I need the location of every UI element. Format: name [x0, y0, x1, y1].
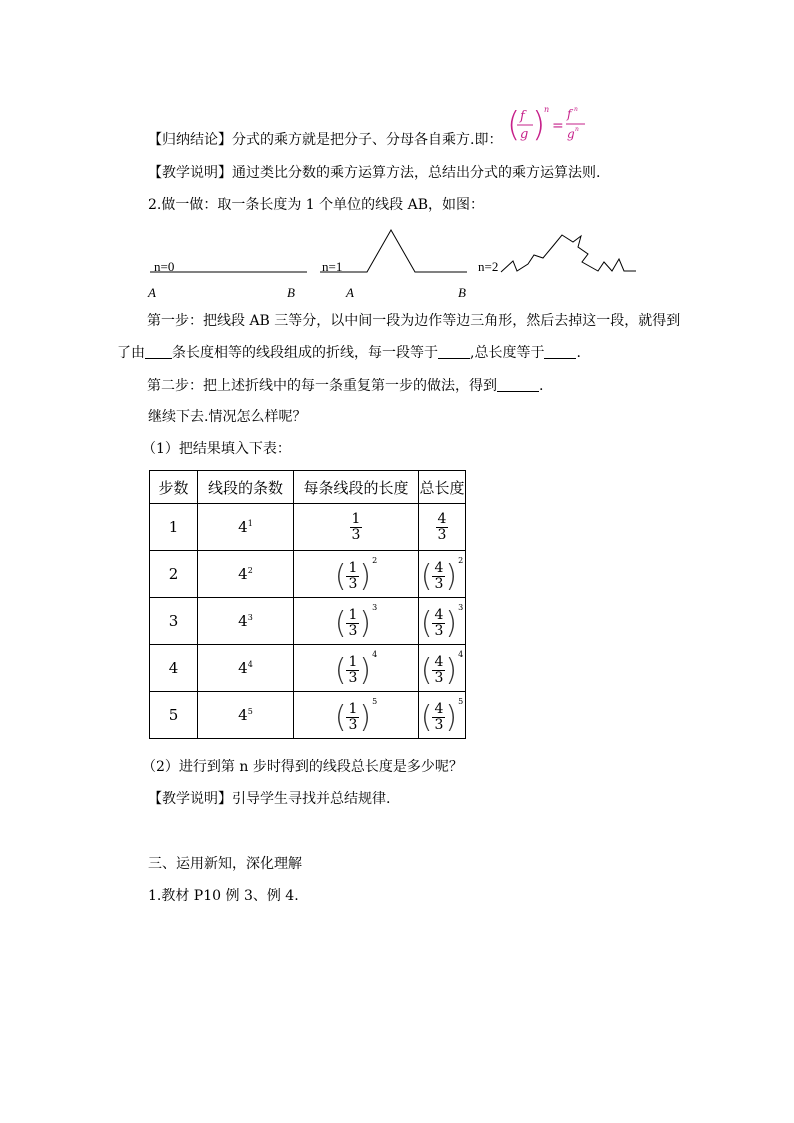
header-steps: 步数 [150, 471, 198, 504]
cell-step: 2 [150, 551, 198, 598]
point-b-0: B [287, 285, 295, 300]
formula-rhs-num-pow: n [574, 106, 578, 113]
formula-rhs-den-pow: n [575, 126, 579, 133]
step2-prefix: 第二步：把上述折线中的每一条重复第一步的做法，得到 [147, 378, 497, 394]
cell-step: 5 [150, 692, 198, 739]
label-n1: n=1 [322, 259, 343, 274]
cell-total: ( $\frac{4}{3}$ )$^3$ [419, 598, 466, 645]
cell-count: $4^4$ [198, 645, 294, 692]
formula-rhs-den: g [567, 127, 575, 141]
teaching-note-1: 【教学说明】通过类比分数的乘方运算方法，总结出分式的乘方运算法则. [148, 165, 601, 181]
step1-prefix: 了由 [117, 345, 145, 361]
step1-mid1: 条长度相等的线段组成的折线，每一段等于 [172, 345, 438, 361]
table-row [150, 692, 466, 739]
segment-n2 [501, 235, 636, 272]
cell-count: $4^1$ [198, 504, 294, 551]
cell-length: ( $\frac{1}{3}$ )$^3$ [294, 598, 419, 645]
cell-total: $\frac{4}{3}$ [419, 504, 466, 551]
point-a-0: A [148, 285, 156, 300]
question-2: （2）进行到第 n 步时得到的线段总长度是多少呢？ [142, 759, 463, 775]
step2-line [147, 377, 543, 395]
point-b-1: B [458, 285, 466, 300]
point-a-1: A [346, 285, 354, 300]
cell-length: ( $\frac{1}{3}$ )$^2$ [294, 551, 419, 598]
step1-line1: 第一步：把线段 AB 三等分，以中间一段为边作等边三角形，然后去掉这一段，就得到 [147, 313, 681, 329]
cell-length: ( $\frac{1}{3}$ )$^5$ [294, 692, 419, 739]
results-table [149, 470, 466, 739]
continue-text: 继续下去.情况怎么样呢？ [148, 409, 307, 425]
fraction-power-formula [505, 100, 595, 152]
koch-diagram [145, 225, 645, 305]
table-row [150, 645, 466, 692]
formula-lhs-den: g [520, 127, 529, 142]
formula-eq: = [552, 118, 564, 134]
table-header-row [150, 471, 466, 504]
table-row [150, 551, 466, 598]
cell-length: $\frac{1}{3}$ [294, 504, 419, 551]
formula-lhs-num: f [520, 109, 525, 124]
step1-end: . [576, 345, 581, 361]
step1-line2 [117, 344, 581, 362]
table-row [150, 504, 466, 551]
step1-mid2: ,总长度等于 [470, 345, 545, 361]
table-row [150, 598, 466, 645]
formula-rhs-num: f [567, 107, 572, 121]
blank-segment-count[interactable] [145, 344, 172, 359]
blank-step2-result[interactable] [497, 377, 539, 392]
cell-length: ( $\frac{1}{3}$ )$^4$ [294, 645, 419, 692]
cell-total: ( $\frac{4}{3}$ )$^5$ [419, 692, 466, 739]
cell-step: 1 [150, 504, 198, 551]
label-n0: n=0 [154, 259, 175, 274]
label-n2: n=2 [478, 259, 499, 274]
formula-power: n [544, 105, 550, 114]
cell-step: 3 [150, 598, 198, 645]
header-total-length: 总长度 [419, 471, 466, 504]
svg-text:): ) [532, 105, 546, 145]
cell-step: 4 [150, 645, 198, 692]
blank-total-length[interactable] [544, 344, 576, 359]
formula-graphic [505, 100, 595, 148]
header-segment-length: 每条线段的长度 [294, 471, 419, 504]
step2-end: . [539, 378, 544, 394]
question-1: （1）把结果填入下表： [142, 441, 291, 457]
activity-text: 2.做一做：取一条长度为 1 个单位的线段 AB，如图： [148, 197, 485, 213]
teaching-note-2: 【教学说明】引导学生寻找并总结规律. [148, 791, 391, 807]
header-segment-count: 线段的条数 [198, 471, 294, 504]
section-3-heading: 三、运用新知，深化理解 [148, 856, 302, 872]
cell-total: ( $\frac{4}{3}$ )$^2$ [419, 551, 466, 598]
blank-segment-length[interactable] [438, 344, 470, 359]
cell-count: $4^3$ [198, 598, 294, 645]
svg-text:(: ( [507, 105, 521, 145]
cell-count: $4^5$ [198, 692, 294, 739]
cell-total: ( $\frac{4}{3}$ )$^4$ [419, 645, 466, 692]
item-1: 1.教材 P10 例 3、例 4. [148, 888, 299, 904]
cell-count: $4^2$ [198, 551, 294, 598]
summary-text: 【归纳结论】分式的乘方就是把分子、分母各自乘方.即： [148, 132, 503, 148]
